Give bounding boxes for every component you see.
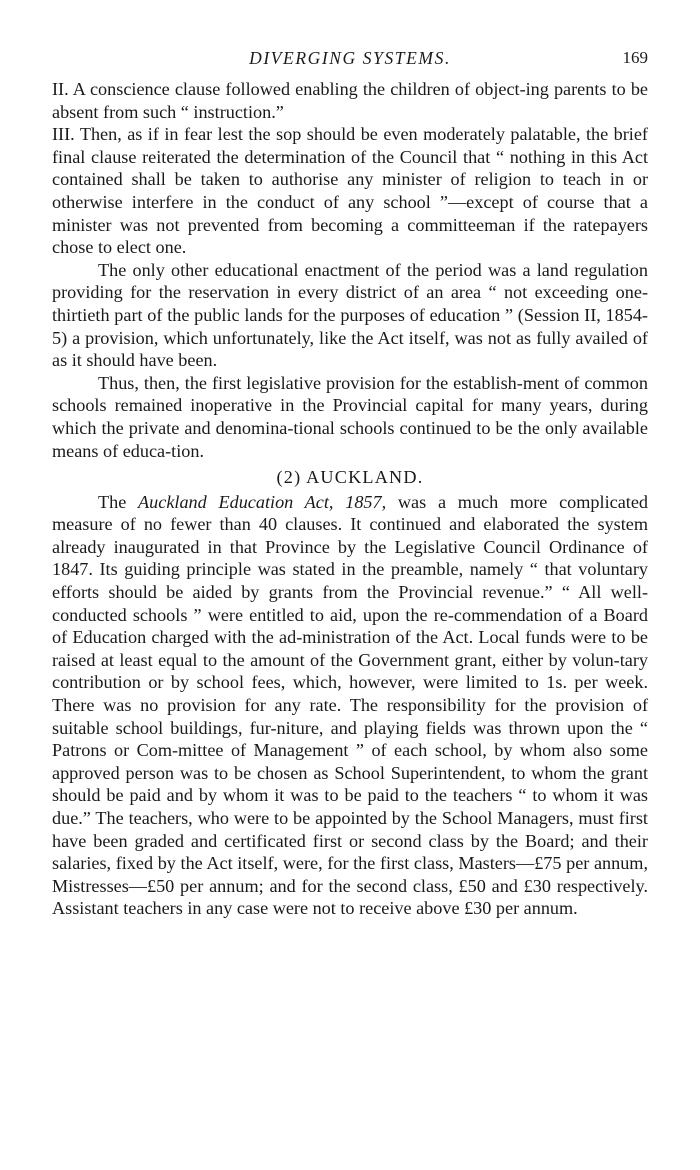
paragraph-clause-three: III. Then, as if in fear lest the sop should be even moderately palatable, the brief final clause reiterated the determination of the Council that “ nothing in this Act contained shall be taken to authorise any minister of religion to teach in or otherwise interfere in the conduct of any school ”—except of course that a minister was not prevented from becoming a committeeman if the ratepayers chose to elect one. [52,124,648,258]
paragraph-summary: Thus, then, the first legislative provision for the establish-ment of common schools remained inoperative in the Provincial capital for many years, during which the private and denomina-tional schools continued to be the only available means of educa-tion. [52,372,648,461]
page-number: 169 [622,48,648,67]
page-header [52,48,648,78]
auckland-act-title: Auckland Education Act, 1857, [138,491,387,512]
paragraph-clause-two: II. A conscience clause followed enabling the children of object-ing parents to be absent from such “ instruction.” [52,79,648,122]
section-heading: (2) AUCKLAND. [276,467,424,488]
running-head: DIVERGING SYSTEMS. [249,48,451,68]
page-body [52,78,648,920]
paragraph-auckland-act [52,491,648,920]
paragraph-land-regulation: The only other educational enactment of the period was a land regulation providing for the reservation in every district of an area “ not exceeding one-thirtieth part of the public lands for the purposes of education ” (Session II, 1854-5) a provision, which unfortunately, like the Act itself, was not as fully availed of as it should have been. [52,259,648,371]
auckland-act-text: was a much more complicated measure of no fewer than 40 clauses. It continued and elaborated the system already inaugurated in that Province by the Legislative Council Ordinance of 1847. Its guiding principle was stated in the preamble, namely “ that voluntary efforts should be aided by grants from the Provincial revenue.” “ All well-conducted schools ” were entitled to aid, upon the re-commendation of a Board of Education charged with the ad-ministration of the Act. Local funds were to be raised at least equal to the amount of the Government grant, either by volun-tary contribution or by school fees, which, however, were limited to 1s. per week. There was no provision for any rate. The responsibility for the provision of suitable school buildings, fur-niture, and playing fields was thrown upon the “ Patrons or Com-mittee of Management ” of each school, by whom also some approved person was to be chosen as School Superintendent, to whom the grant should be paid and by whom it was to be paid to the teachers “ to whom it was due.” The teachers, who were to be appointed by the School Managers, must first have been graded and certificated first or second class by the Board; and their salaries, fixed by the Act itself, were, for the first class, Masters—£75 per annum, Mistresses—£50 per annum; and for the second class, £50 and £30 respectively. Assistant teachers in any case were not to receive above £30 per annum. [52,491,648,919]
book-page [52,48,648,920]
auckland-lead: The [98,491,139,512]
